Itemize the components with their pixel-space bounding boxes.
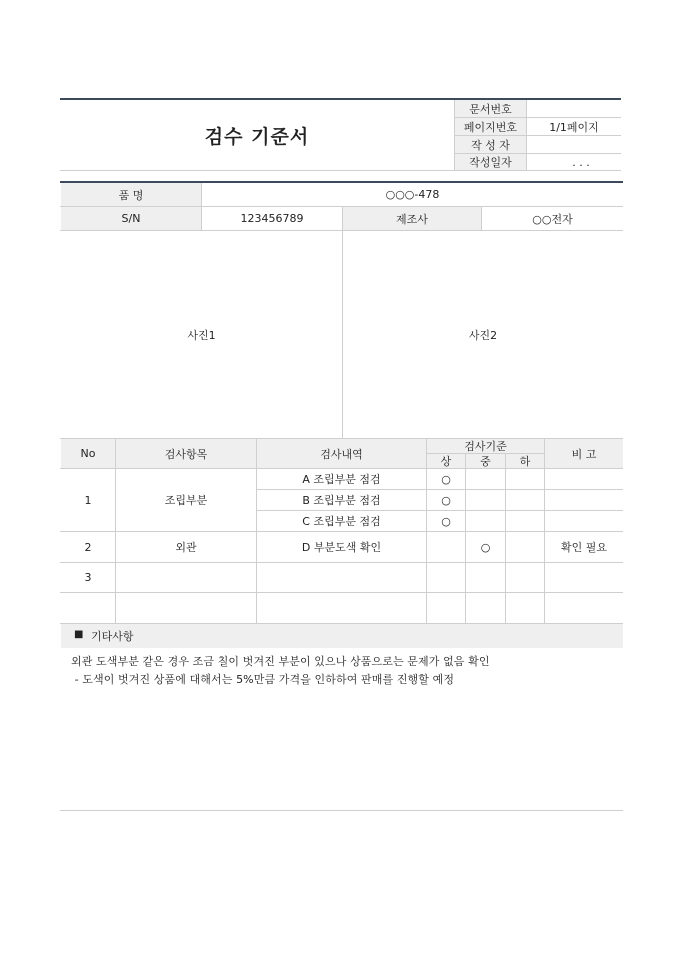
product-col-rule xyxy=(342,207,343,230)
header-bottom-rule xyxy=(60,170,621,171)
remarks-bullet-icon: ■ xyxy=(74,629,84,640)
row-detail: C 조립부분 점검 xyxy=(302,515,381,528)
row-no: 3 xyxy=(84,571,92,584)
meta-value-docnum xyxy=(527,100,621,117)
meta-value-date: . . . xyxy=(572,155,590,169)
row-high-mark: ○ xyxy=(441,514,451,528)
row-detail xyxy=(257,563,426,592)
product-maker-value: ○○전자 xyxy=(532,212,573,226)
product-sn-label: S/N xyxy=(61,207,201,230)
th-sub-rule xyxy=(427,453,544,454)
photo-1-placeholder: 사진1 xyxy=(187,328,216,342)
th-no: No xyxy=(80,447,96,460)
row-note xyxy=(545,563,623,592)
meta-value-page: 1/1페이지 xyxy=(549,120,599,134)
remarks-top-rule xyxy=(60,623,623,624)
remarks-header-bg xyxy=(61,623,623,648)
row-low-mark xyxy=(506,532,544,562)
row-detail xyxy=(257,593,426,623)
row-item: 외관 xyxy=(175,541,197,554)
remarks-label: 기타사항 xyxy=(91,630,134,643)
row-mid-mark: ○ xyxy=(480,540,491,554)
meta-label-docnum: 문서번호 xyxy=(455,100,526,117)
row-low-mark xyxy=(506,469,544,489)
row-high-mark xyxy=(427,532,465,562)
product-name-label: 품 명 xyxy=(61,183,201,206)
row-note: 확인 필요 xyxy=(560,541,607,554)
th-item: 검사항목 xyxy=(164,447,208,461)
row-high-mark: ○ xyxy=(441,493,451,507)
th-high: 상 xyxy=(440,454,452,468)
row-note xyxy=(545,490,623,510)
product-name-value: ○○○-478 xyxy=(385,188,440,201)
row-note xyxy=(545,593,623,623)
meta-label-author: 작 성 자 xyxy=(455,136,526,153)
row-note xyxy=(545,469,623,489)
row-note xyxy=(545,511,623,531)
row-mid-mark xyxy=(466,490,505,510)
photo-2-placeholder: 사진2 xyxy=(468,328,498,342)
row-detail: D 부분도색 확인 xyxy=(301,541,382,554)
row-no: 1 xyxy=(84,493,92,507)
meta-label-date: 작성일자 xyxy=(455,154,526,170)
row-mid-mark xyxy=(466,511,505,531)
row-low-mark xyxy=(506,511,544,531)
th-mid: 중 xyxy=(480,454,491,468)
row-item xyxy=(116,563,256,592)
meta-label-page: 페이지번호 xyxy=(455,118,526,135)
remarks-line-2: - 도색이 벗겨진 상품에 대해서는 5%만큼 가격을 인하하여 판매를 진행할 예정 xyxy=(71,673,455,686)
row-detail: A 조립부분 점검 xyxy=(302,473,381,486)
remarks-line-1: 외관 도색부분 같은 경우 조금 칠이 벗겨진 부분이 있으나 상품으로는 문제가 없음 확인 xyxy=(71,655,490,668)
row-no: 2 xyxy=(84,540,92,554)
row-item xyxy=(116,593,256,623)
product-col-rule xyxy=(481,207,482,230)
meta-value-author xyxy=(527,136,621,153)
row-high-mark: ○ xyxy=(441,472,451,486)
row-no xyxy=(61,593,115,623)
product-sn-value: 123456789 xyxy=(240,212,304,225)
th-criteria: 검사기준 xyxy=(464,440,507,453)
product-maker-label: 제조사 xyxy=(343,207,481,230)
row-low-mark xyxy=(506,490,544,510)
th-detail: 검사내역 xyxy=(320,447,363,461)
row-mid-mark xyxy=(466,469,505,489)
th-note: 비 고 xyxy=(571,447,597,461)
th-low: 하 xyxy=(519,454,531,468)
row-detail: B 조립부분 점검 xyxy=(302,494,381,507)
row-item: 조립부분 xyxy=(164,494,208,507)
document-title: 검수 기준서 xyxy=(204,125,310,148)
remarks-bottom-rule xyxy=(60,810,623,811)
